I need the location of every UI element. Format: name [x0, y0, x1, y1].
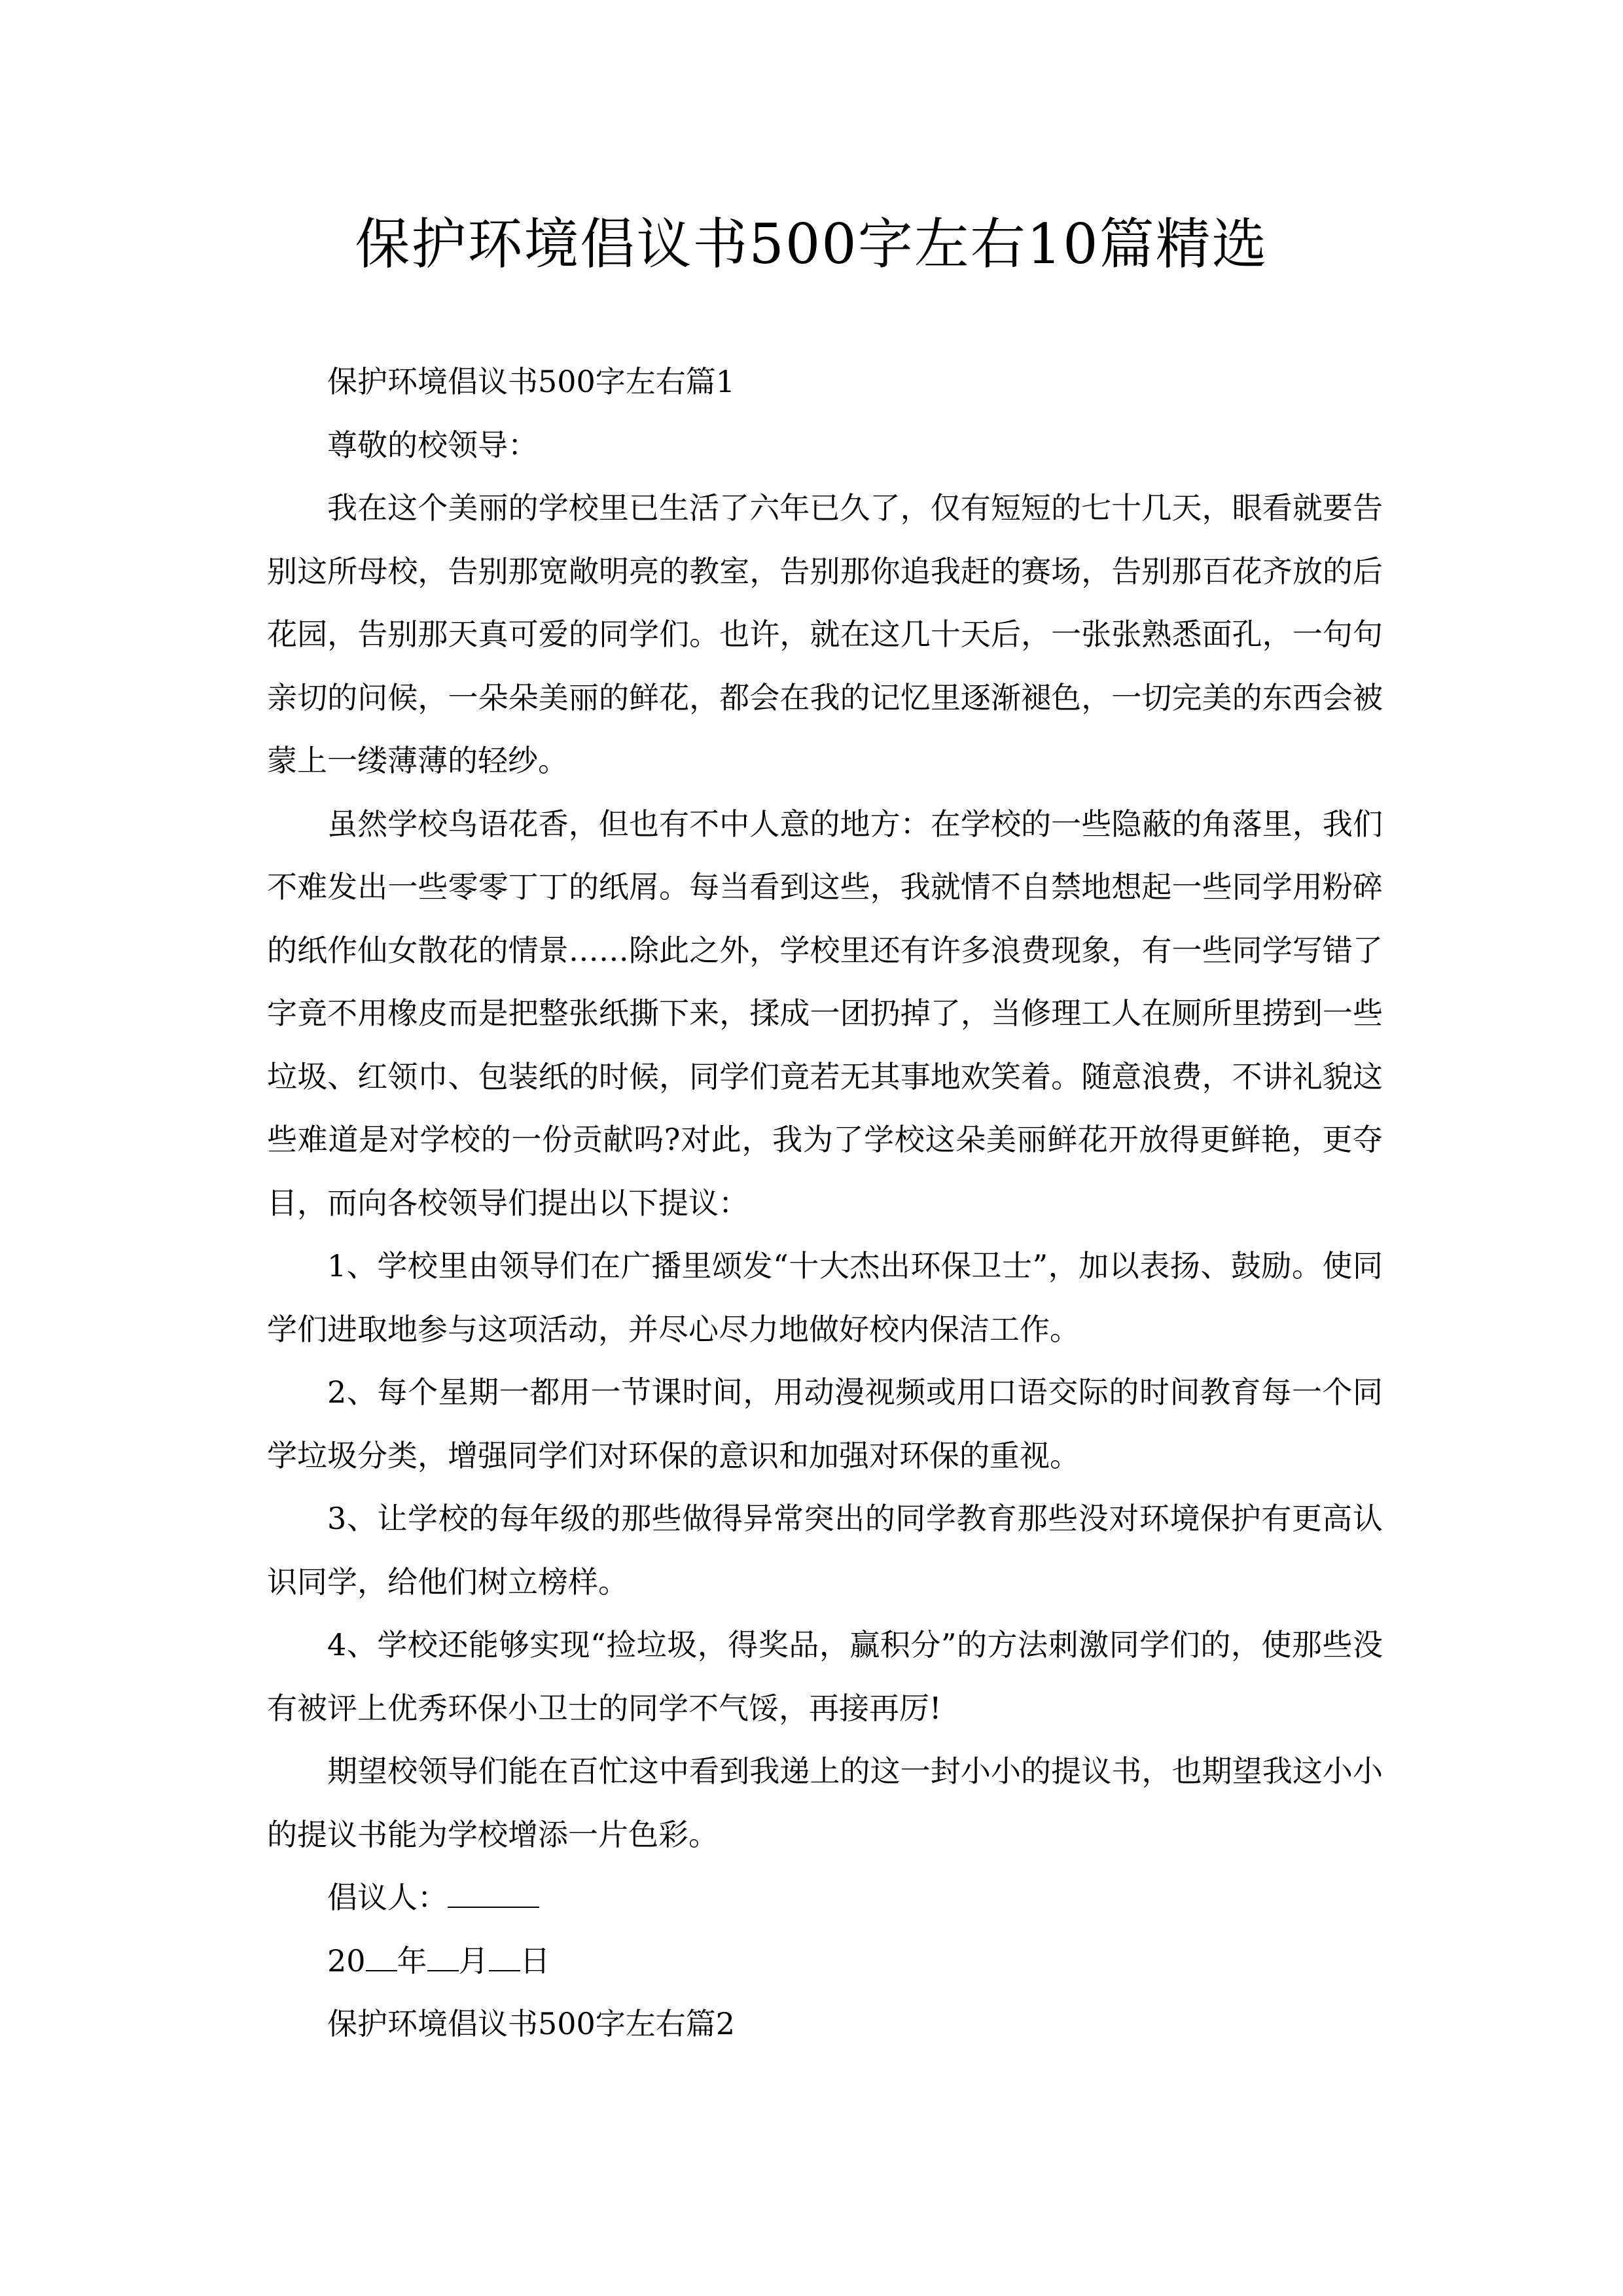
year-blank — [366, 1943, 397, 1971]
date-prefix: 20 — [327, 1943, 366, 1979]
document-title: 保护环境倡议书500字左右10篇精选 — [355, 212, 1268, 276]
suggestion-2: 2、每个星期一都用一节课时间，用动漫视频或用口语交际的时间教育每一个同学垃圾分类，增强同学们对环保的意识和加强对环保的重视。 — [267, 1374, 1383, 1473]
signature-label: 倡议人： — [327, 1880, 448, 1915]
paragraph-problems: 虽然学校鸟语花香，但也有不中人意的地方：在学校的一些隐蔽的角落里，我们不难发出一些零零丁丁的纸屑。每当看到这些，我就情不自禁地想起一些同学用粉碎的纸作仙女散花的情景……除此之外，学校里还有许多浪费现象，有一些同学写错了字竟不用橡皮而是把整张纸撕下来，揉成一团扔掉了，当修理工人在厕所里捞到一些垃圾、红领巾、包装纸的时候，同学们竟若无其事地欢笑着。随意浪费，不讲礼貌这些难道是对学校的一份贡献吗?对此，我为了学校这朵美丽鲜花开放得更鲜艳，更夺目，而向各校领导们提出以下提议： — [267, 806, 1383, 1221]
section-heading-2: 保护环境倡议书500字左右篇2 — [327, 2006, 736, 2041]
document-body — [267, 350, 1383, 2056]
suggestion-4: 4、学校还能够实现“捡垃圾，得奖品，赢积分”的方法刺激同学们的，使那些没有被评上优秀环保小卫士的同学不气馁，再接再厉! — [267, 1627, 1383, 1726]
salutation: 尊敬的校领导： — [327, 427, 538, 463]
month-label: 月 — [458, 1943, 489, 1979]
year-label: 年 — [397, 1943, 427, 1979]
day-blank — [489, 1943, 520, 1971]
suggestion-3: 3、让学校的每年级的那些做得异常突出的同学教育那些没对环境保护有更高认识同学，给他们树立榜样。 — [267, 1501, 1383, 1600]
month-blank — [427, 1943, 459, 1971]
closing-paragraph: 期望校领导们能在百忙这中看到我递上的这一封小小的提议书，也期望我这小小的提议书能为学校增添一片色彩。 — [267, 1753, 1383, 1852]
signature-blank — [448, 1880, 539, 1908]
date-line — [267, 1929, 1383, 1993]
suggestion-1: 1、学校里由领导们在广播里颂发“十大杰出环保卫士”，加以表扬、鼓励。使同学们进取地参与这项活动，并尽心尽力地做好校内保洁工作。 — [267, 1248, 1383, 1347]
day-label: 日 — [520, 1943, 550, 1979]
section-heading-1: 保护环境倡议书500字左右篇1 — [327, 364, 736, 399]
signature-line — [267, 1866, 1383, 1929]
paragraph-intro: 我在这个美丽的学校里已生活了六年已久了，仅有短短的七十几天，眼看就要告别这所母校，告别那宽敞明亮的教室，告别那你追我赶的赛场，告别那百花齐放的后花园，告别那天真可爱的同学们。也许，就在这几十天后，一张张熟悉面孔，一句句亲切的问候，一朵朵美丽的鲜花，都会在我的记忆里逐渐褪色，一切完美的东西会被蒙上一缕薄薄的轻纱。 — [267, 490, 1383, 778]
